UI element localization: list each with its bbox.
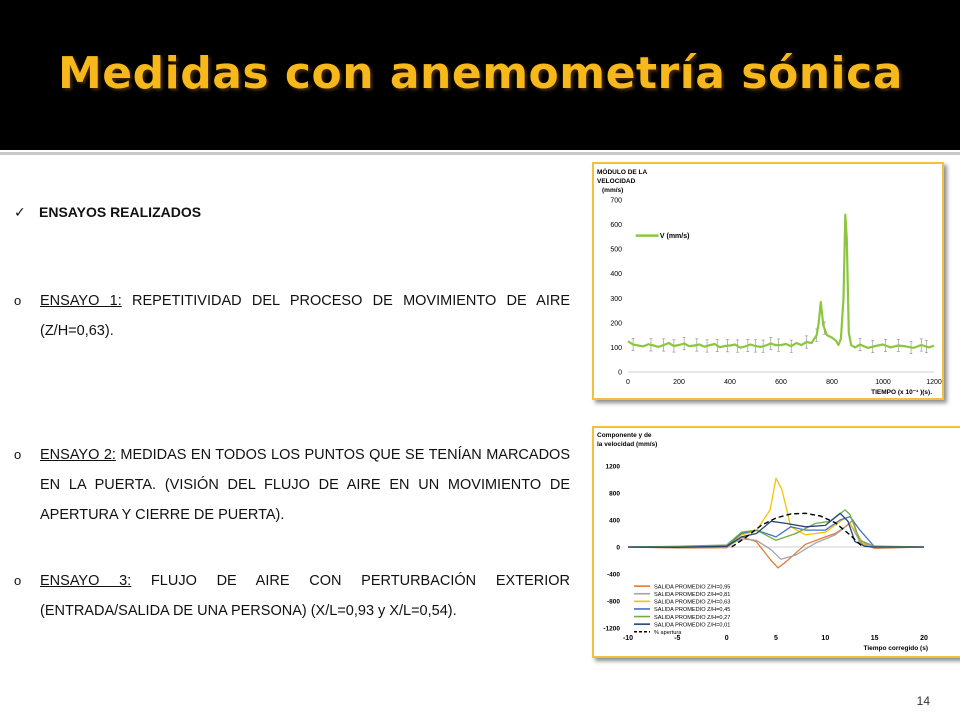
- item-text: MEDIDAS EN TODOS LOS PUNTOS QUE SE TENÍAN MARCADOS EN LA PUERTA. (VISIÓN DEL FLUJO DE AIRE EN UN MOVIMIENTO DE APERTURA Y CIERRE DE PUERTA).: [40, 447, 570, 523]
- y-tick-label: 0: [616, 544, 620, 552]
- x-tick-label: -5: [674, 635, 681, 642]
- y-tick-label: 200: [610, 320, 622, 328]
- title-bar: [0, 0, 960, 150]
- section-heading-text: ENSAYOS REALIZADOS: [39, 204, 202, 220]
- legend-label: V (mm/s): [659, 233, 690, 241]
- item-label: ENSAYO 1:: [40, 293, 122, 309]
- list-item-ensayo-1: [14, 286, 570, 346]
- legend-label: SALIDA PROMEDIO Z/H=0,27: [654, 614, 731, 621]
- y-tick-label: 800: [609, 490, 620, 498]
- chart1-svg: [594, 164, 942, 398]
- ylabel-line: VELOCIDAD: [597, 178, 636, 185]
- chart2-svg: [594, 428, 960, 656]
- velocity-module-chart: [592, 162, 944, 400]
- xlabel: TIEMPO (x 10⁻¹ )(s).: [871, 389, 932, 396]
- y-tick-label: -400: [606, 571, 620, 579]
- slide-title: Medidas con anemometría sónica: [58, 48, 903, 99]
- y-tick-label: 700: [610, 197, 622, 205]
- x-tick-label: 1200: [926, 379, 942, 386]
- y-tick-label: 500: [610, 246, 622, 254]
- x-tick-label: 5: [774, 635, 778, 642]
- x-tick-label: 800: [826, 379, 838, 386]
- legend-label: SALIDA PROMEDIO Z/H=0,95: [654, 584, 731, 591]
- x-tick-label: 10: [821, 635, 830, 642]
- x-tick-label: 200: [673, 379, 685, 386]
- ylabel-line: (mm/s): [602, 187, 624, 194]
- x-tick-label: 1000: [875, 379, 891, 386]
- x-tick-label: 400: [724, 379, 736, 386]
- ylabel-line: la velocidad (mm/s): [597, 441, 658, 448]
- y-tick-label: 100: [610, 344, 622, 352]
- legend-label: SALIDA PROMEDIO Z/H=0,01: [654, 622, 731, 629]
- x-tick-label: 0: [626, 379, 630, 386]
- legend-label: SALIDA PROMEDIO Z/H=0,45: [654, 607, 731, 614]
- item-text: REPETITIVIDAD DEL PROCESO DE MOVIMIENTO DE AIRE (Z/H=0,63).: [40, 293, 571, 339]
- x-tick-label: 20: [920, 635, 928, 642]
- y-tick-label: 600: [610, 222, 622, 230]
- y-tick-label: 0: [618, 369, 622, 377]
- x-tick-label: 15: [870, 635, 879, 642]
- checkmark-icon: ✓: [14, 204, 26, 220]
- series-line: [628, 517, 924, 547]
- series-line: [628, 520, 924, 568]
- y-tick-label: 400: [610, 271, 622, 279]
- y-tick-label: 300: [610, 295, 622, 303]
- ylabel-line: Componente y de: [597, 432, 652, 439]
- item-label: ENSAYO 2:: [40, 447, 116, 463]
- legend-label: SALIDA PROMEDIO Z/H=0,81: [654, 591, 731, 598]
- y-tick-label: 1200: [605, 463, 620, 471]
- velocity-y-component-chart: [592, 426, 960, 658]
- x-tick-label: 600: [775, 379, 787, 386]
- x-tick-label: -10: [622, 635, 634, 642]
- xlabel: Tiempo corregido (s): [863, 645, 928, 652]
- bullet-icon: o: [14, 293, 22, 308]
- list-item-ensayo-3: [14, 566, 570, 626]
- series-line: [628, 523, 924, 559]
- divider: [0, 152, 960, 155]
- y-tick-label: -800: [606, 598, 620, 606]
- y-tick-label: -1200: [603, 625, 620, 633]
- item-text: FLUJO DE AIRE CON PERTURBACIÓN EXTERIOR (ENTRADA/SALIDA DE UNA PERSONA) (X/L=0,93 y X/L=0,54).: [40, 573, 570, 619]
- ylabel-line: MÓDULO DE LA: [597, 169, 648, 176]
- legend-label: SALIDA PROMEDIO Z/H=0,63: [654, 599, 731, 606]
- series-line: [628, 513, 924, 547]
- series-line: [628, 510, 924, 547]
- bullet-icon: o: [14, 573, 22, 588]
- legend-label: % apertura: [654, 629, 682, 636]
- section-heading: [14, 204, 201, 221]
- item-label: ENSAYO 3:: [40, 573, 132, 589]
- bullet-icon: o: [14, 447, 22, 462]
- x-tick-label: 0: [724, 635, 729, 642]
- list-item-ensayo-2: [14, 440, 570, 530]
- y-tick-label: 400: [609, 517, 620, 525]
- page-number: 14: [916, 694, 930, 708]
